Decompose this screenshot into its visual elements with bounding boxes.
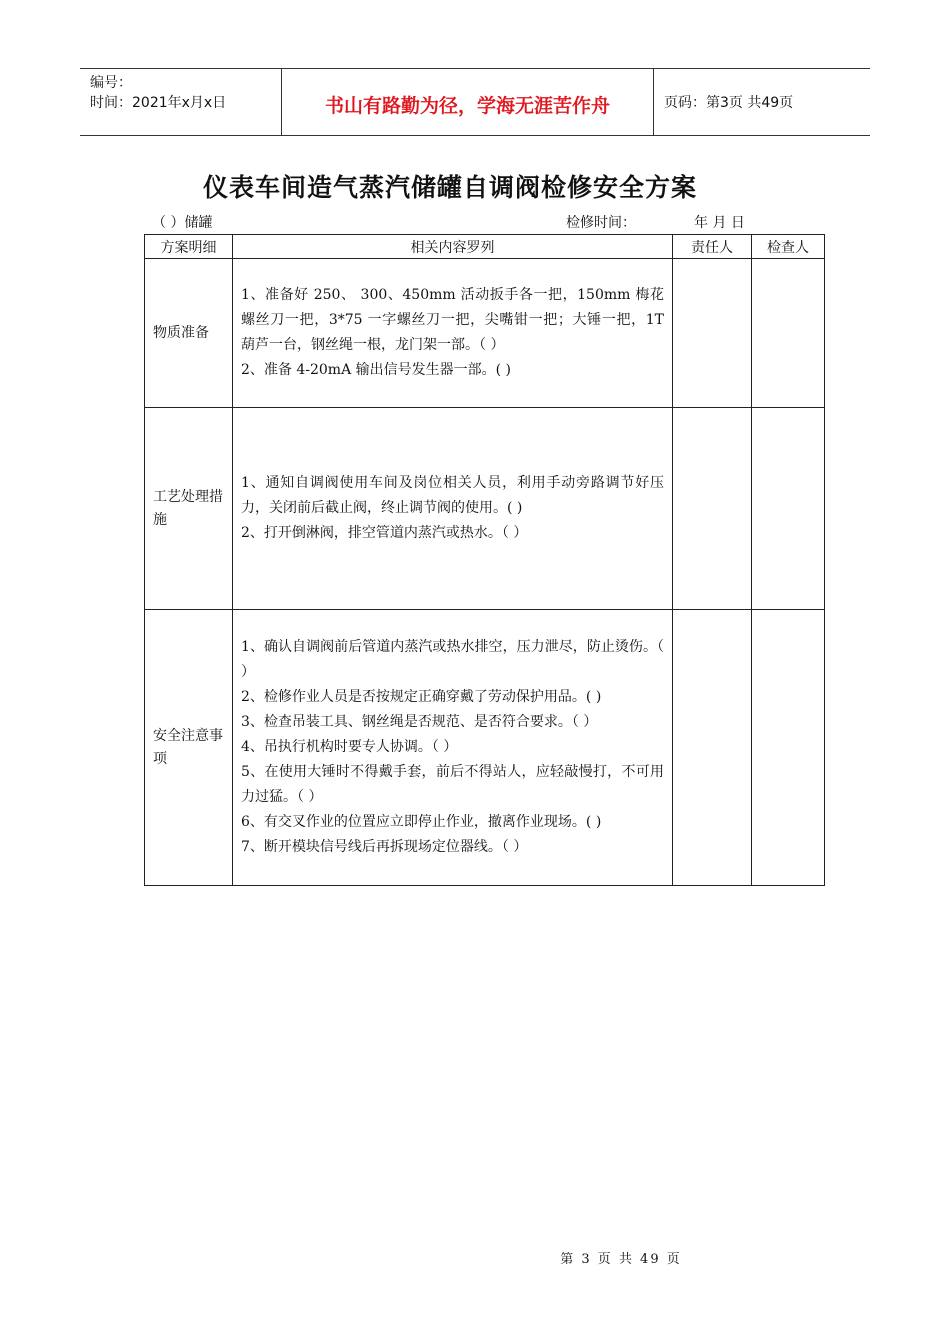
table-row-safety-notes bbox=[145, 610, 825, 886]
table-header-row bbox=[145, 235, 825, 259]
header-responsible-person: 责任人 bbox=[673, 235, 752, 259]
content-line: 7、断开模块信号线后再拆现场定位器线。（ ） bbox=[241, 839, 528, 855]
header-inspector: 检查人 bbox=[752, 235, 825, 259]
tank-label: （ ）储罐 bbox=[152, 215, 213, 231]
content-cell bbox=[233, 259, 673, 408]
responsible-cell[interactable] bbox=[673, 408, 752, 610]
header-page-info: 页码：第3页 共49页 bbox=[664, 95, 794, 111]
safety-plan-table bbox=[144, 234, 825, 886]
document-date-label: 时间：2021年x月x日 bbox=[90, 95, 227, 111]
page-header bbox=[80, 68, 870, 136]
header-content-list: 相关内容罗列 bbox=[233, 235, 673, 259]
content-line: 1、通知自调阀使用车间及岗位相关人员，利用手动旁路调节好压力，关闭前后截止阀，终止调节阀的使用。( ) bbox=[241, 475, 664, 516]
header-meta bbox=[80, 69, 282, 135]
inspector-cell[interactable] bbox=[752, 408, 825, 610]
responsible-cell[interactable] bbox=[673, 610, 752, 886]
header-motto: 书山有路勤为径，学海无涯苦作舟 bbox=[282, 69, 654, 135]
responsible-cell[interactable] bbox=[673, 259, 752, 408]
category-cell: 物质准备 bbox=[145, 259, 233, 408]
content-line: 2、打开倒淋阀，排空管道内蒸汽或热水。（ ） bbox=[241, 525, 528, 541]
category-cell: 工艺处理措施 bbox=[145, 408, 233, 610]
content-line: 3、检查吊装工具、钢丝绳是否规范、是否符合要求。（ ） bbox=[241, 714, 598, 730]
header-plan-details: 方案明细 bbox=[145, 235, 233, 259]
inspection-time-label: 检修时间： bbox=[566, 215, 636, 231]
inspector-cell[interactable] bbox=[752, 610, 825, 886]
content-line: 6、有交叉作业的位置应立即停止作业，撤离作业现场。( ) bbox=[241, 814, 602, 830]
content-line: 4、吊执行机构时要专人协调。（ ） bbox=[241, 739, 458, 755]
document-title: 仪表车间造气蒸汽储罐自调阀检修安全方案 bbox=[202, 173, 697, 202]
inspector-cell[interactable] bbox=[752, 259, 825, 408]
content-line: 1、确认自调阀前后管道内蒸汽或热水排空，压力泄尽，防止烫伤。（ ） bbox=[241, 639, 664, 680]
page-footer: 第 3 页 共 49 页 bbox=[560, 1252, 682, 1267]
content-line: 2、检修作业人员是否按规定正确穿戴了劳动保护用品。( ) bbox=[241, 689, 602, 705]
table-row-process-measures bbox=[145, 408, 825, 610]
table-row-material-preparation bbox=[145, 259, 825, 408]
category-cell: 安全注意事项 bbox=[145, 610, 233, 886]
content-line: 5、在使用大锤时不得戴手套，前后不得站人，应轻敲慢打，不可用力过猛。（ ） bbox=[241, 764, 664, 805]
content-line: 2、准备 4-20mA 输出信号发生器一部。( ) bbox=[241, 362, 512, 378]
content-cell bbox=[233, 610, 673, 886]
content-line: 1、准备好 250、 300、450mm 活动扳手各一把，150mm 梅花螺丝刀一把，3*75 一字螺丝刀一把，尖嘴钳一把；大锤一把，1T 葫芦一台，钢丝绳一根，龙门架一部。（ ） bbox=[241, 287, 664, 353]
document-number-label: 编号： bbox=[90, 75, 132, 91]
inspection-date-fields: 年 月 日 bbox=[694, 215, 745, 231]
content-cell bbox=[233, 408, 673, 610]
